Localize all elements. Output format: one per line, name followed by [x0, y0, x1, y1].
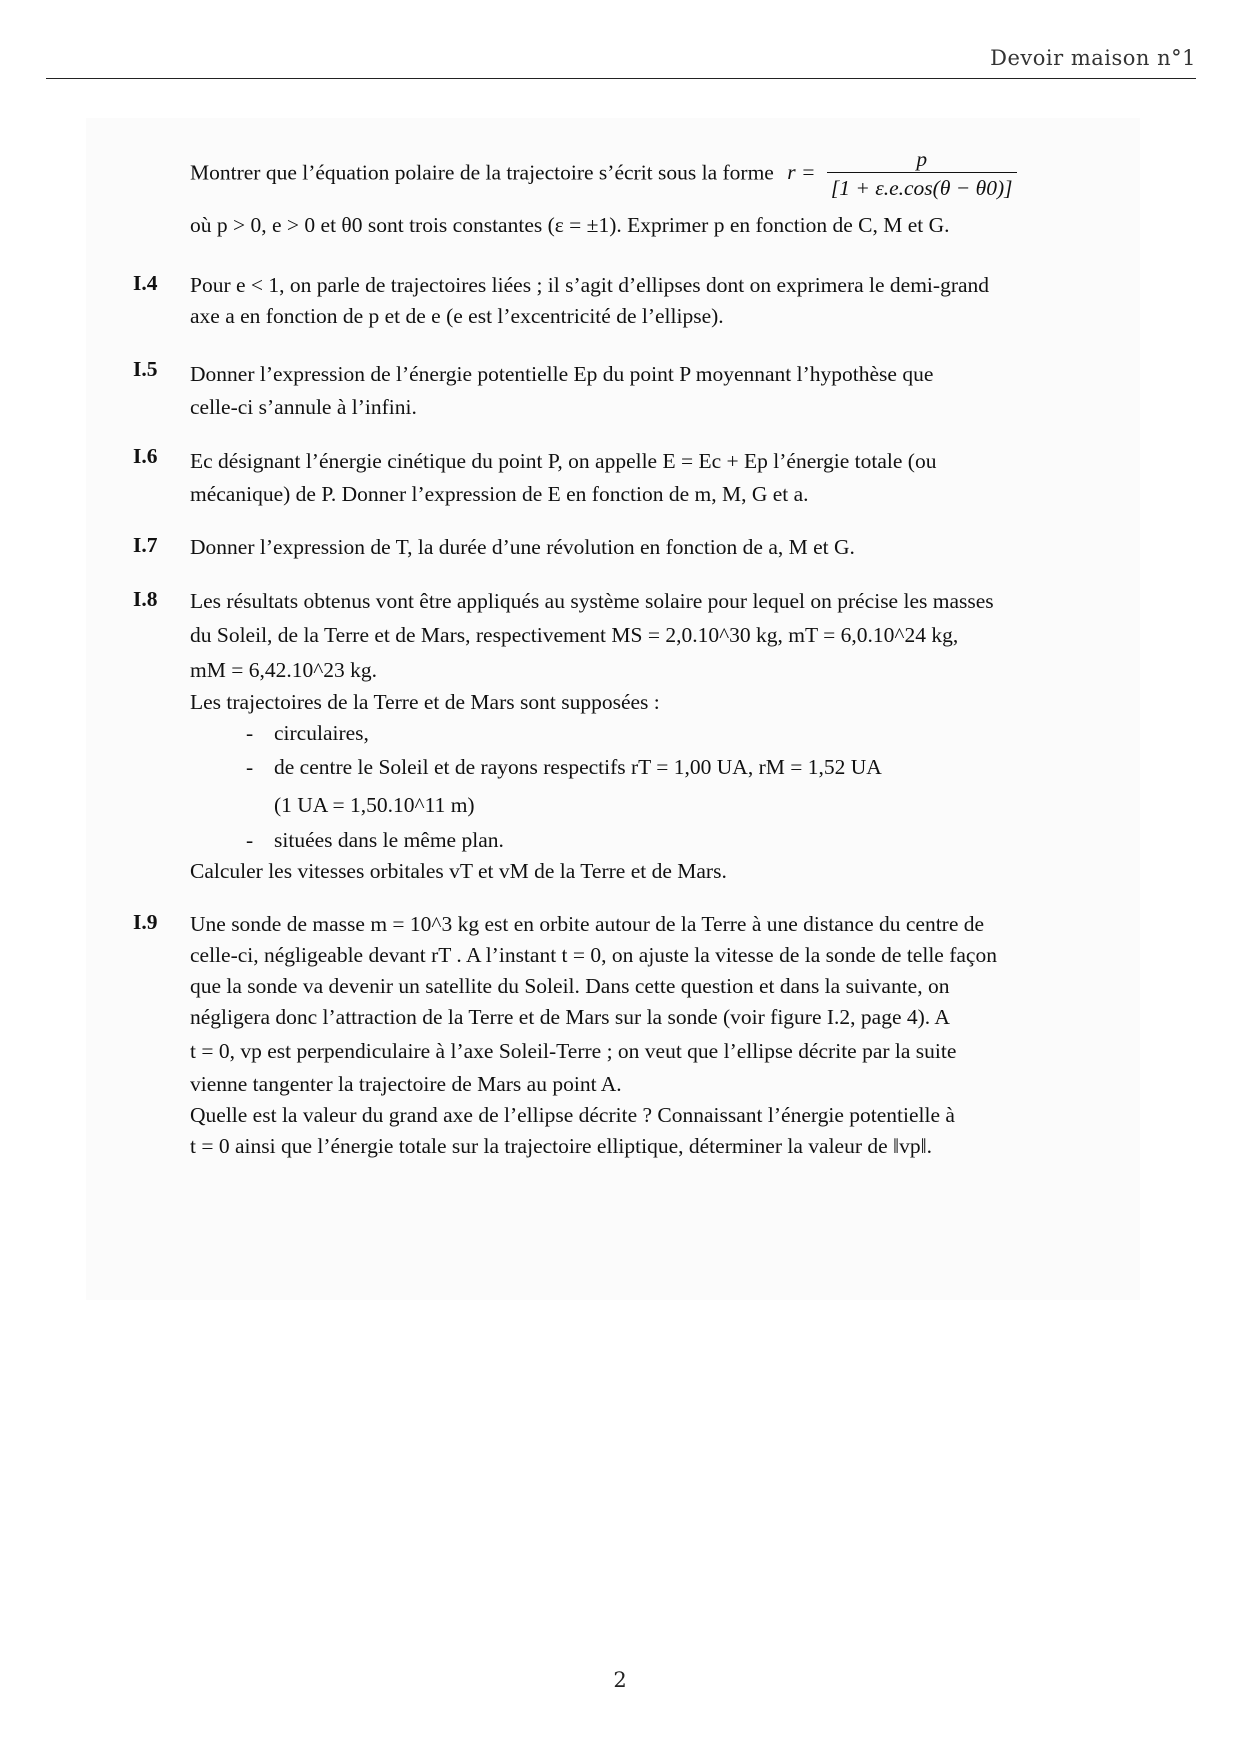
question-number: I.6	[133, 444, 158, 468]
question-line: axe a en fonction de p et de e (e est l’excentricité de l’ellipse).	[190, 304, 724, 328]
formula-lhs: r =	[787, 160, 816, 185]
question-line: t = 0 ainsi que l’énergie totale sur la trajectoire elliptique, déterminer la valeur de ‖vp‖.	[190, 1134, 932, 1158]
intro-line-2: où p > 0, e > 0 et θ0 sont trois constantes (ε = ±1). Exprimer p en fonction de C, M et G.	[190, 213, 950, 237]
question-number: I.5	[133, 357, 158, 381]
question-line: t = 0, vp est perpendiculaire à l’axe Soleil-Terre ; on veut que l’ellipse décrite par la suite	[190, 1039, 957, 1063]
question-I7	[190, 532, 1120, 563]
list-item	[246, 718, 1120, 749]
question-line: Ec désignant l’énergie cinétique du point P, on appelle E = Ec + Ep l’énergie totale (ou	[190, 449, 937, 473]
page-number: 2	[613, 1668, 627, 1692]
intro-line-1	[190, 146, 1120, 203]
question-line: Une sonde de masse m = 10^3 kg est en orbite autour de la Terre à une distance du centre de	[190, 912, 985, 936]
question-line: que la sonde va devenir un satellite du Soleil. Dans cette question et dans la suivante, on	[190, 974, 950, 998]
question-line: Donner l’expression de T, la durée d’une révolution en fonction de a, M et G.	[190, 535, 855, 559]
question-line: celle-ci s’annule à l’infini.	[190, 395, 417, 419]
polar-formula-fraction	[827, 146, 1017, 203]
header-title: Devoir maison n°1	[990, 46, 1196, 70]
question-I6	[190, 443, 1120, 510]
list-item-text: (1 UA = 1,50.10^11 m)	[274, 793, 475, 817]
question-number: I.4	[133, 271, 158, 295]
question-line: Donner l’expression de l’énergie potentielle Ep du point P moyennant l’hypothèse que	[190, 362, 934, 386]
list-item-text: situées dans le même plan.	[274, 828, 504, 852]
question-line: Quelle est la valeur du grand axe de l’ellipse décrite ? Connaissant l’énergie potentielle à	[190, 1103, 955, 1127]
question-line: Les résultats obtenus vont être appliqués au système solaire pour lequel on précise les masses	[190, 589, 994, 613]
question-line: négligera donc l’attraction de la Terre et de Mars sur la sonde (voir figure I.2, page 4). A	[190, 1005, 950, 1029]
question-line: celle-ci, négligeable devant rT . A l’instant t = 0, on ajuste la vitesse de la sonde de telle façon	[190, 943, 997, 967]
question-line: vienne tangenter la trajectoire de Mars au point A.	[190, 1072, 622, 1096]
question-line: mM = 6,42.10^23 kg.	[190, 658, 378, 682]
formula-numerator: p	[827, 146, 1017, 173]
question-number: I.7	[133, 533, 158, 557]
question-number: I.9	[133, 910, 158, 934]
list-item-text: de centre le Soleil et de rayons respectifs rT = 1,00 UA, rM = 1,52 UA	[274, 755, 882, 779]
question-line: Pour e < 1, on parle de trajectoires liées ; il s’agit d’ellipses dont on exprimera le demi-grand	[190, 273, 990, 297]
question-number: I.8	[133, 587, 158, 611]
question-I4	[190, 270, 1120, 332]
question-line: Les trajectoires de la Terre et de Mars sont supposées :	[190, 690, 660, 714]
question-line: mécanique) de P. Donner l’expression de E en fonction de m, M, G et a.	[190, 482, 809, 506]
question-closing: Calculer les vitesses orbitales vT et vM de la Terre et de Mars.	[190, 859, 727, 883]
list-item	[246, 825, 1120, 856]
formula-denominator: [1 + ε.e.cos(θ − θ0)]	[830, 176, 1013, 200]
question-I5	[190, 356, 1120, 423]
list-bullet: -	[246, 828, 254, 852]
question-line: du Soleil, de la Terre et de Mars, respectivement MS = 2,0.10^30 kg, mT = 6,0.10^24 kg,	[190, 623, 959, 647]
page-header	[46, 46, 1196, 79]
list-item-continuation	[246, 785, 1120, 825]
list-item	[246, 749, 1120, 785]
question-I9	[190, 909, 1120, 1162]
list-bullet: -	[246, 755, 254, 779]
intro-text: Montrer que l’équation polaire de la trajectoire s’écrit sous la forme	[190, 160, 774, 185]
list-item-text: circulaires,	[274, 721, 369, 745]
question-I8	[190, 586, 1120, 887]
list-bullet: -	[246, 721, 254, 745]
